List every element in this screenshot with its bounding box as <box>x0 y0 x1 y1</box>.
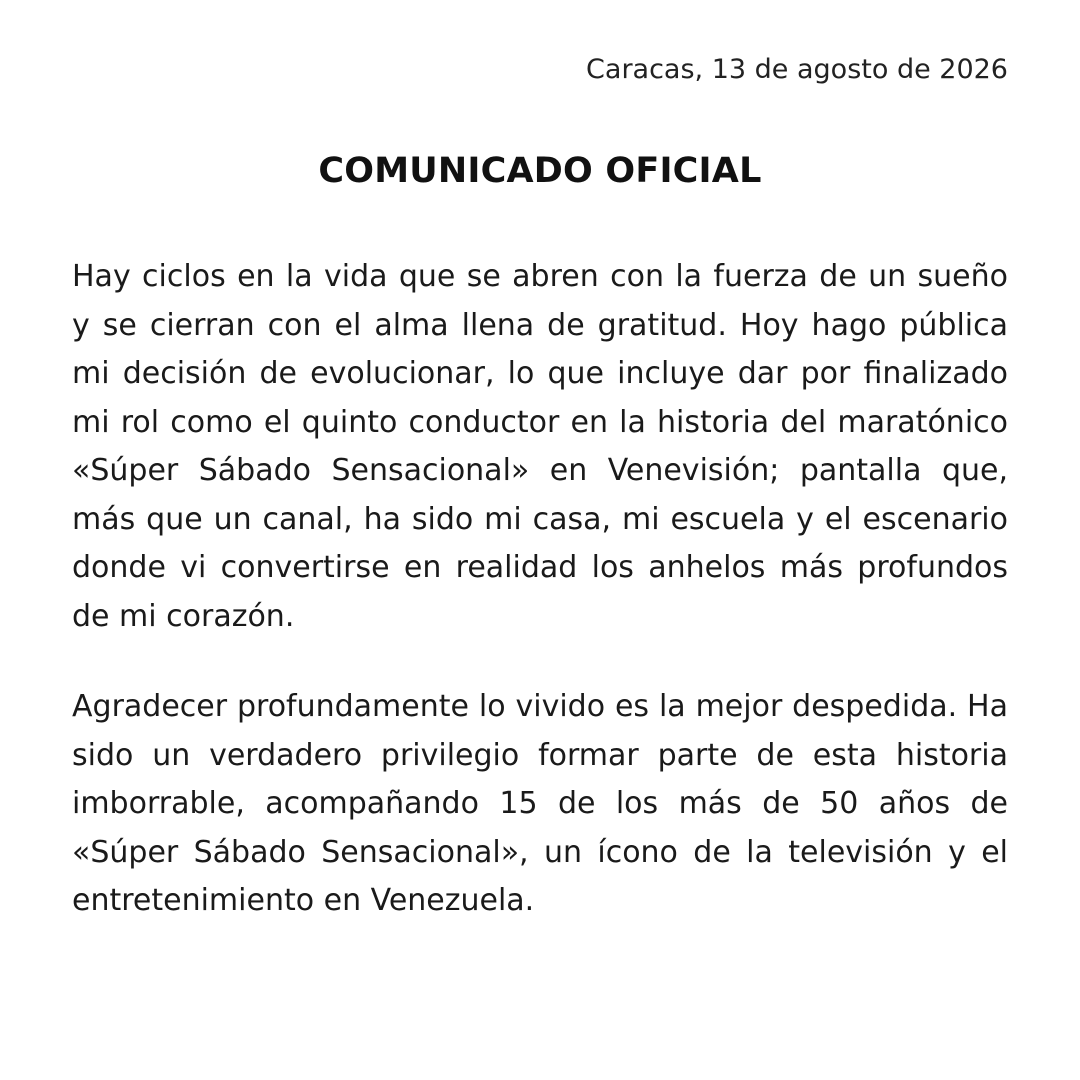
document-title: COMUNICADO OFICIAL <box>318 151 762 191</box>
document-date: Caracas, 13 de agosto de 2026 <box>586 54 1008 85</box>
paragraph-1: Hay ciclos en la vida que se abren con la fuerza de un sueño y se cierran con el alma llena de gratitud. Hoy hago pública mi decisión de evolucionar, lo que incluye dar por finalizado mi rol como el quinto conductor en la historia del maratónico «Súper Sábado Sensacional» en Venevisión; pantalla que, más que un canal, ha sido mi casa, mi escuela y el escenario donde vi convertirse en realidad los anhelos más profundos de mi corazón. <box>72 259 1008 634</box>
paragraph-2: Agradecer profundamente lo vivido es la mejor despedida. Ha sido un verdadero privilegio formar parte de esta historia imborrable, acompañando 15 de los más de 50 años de «Súper Sábado Sensacional», un ícono de la televisión y el entretenimiento en Venezuela. <box>72 689 1008 918</box>
